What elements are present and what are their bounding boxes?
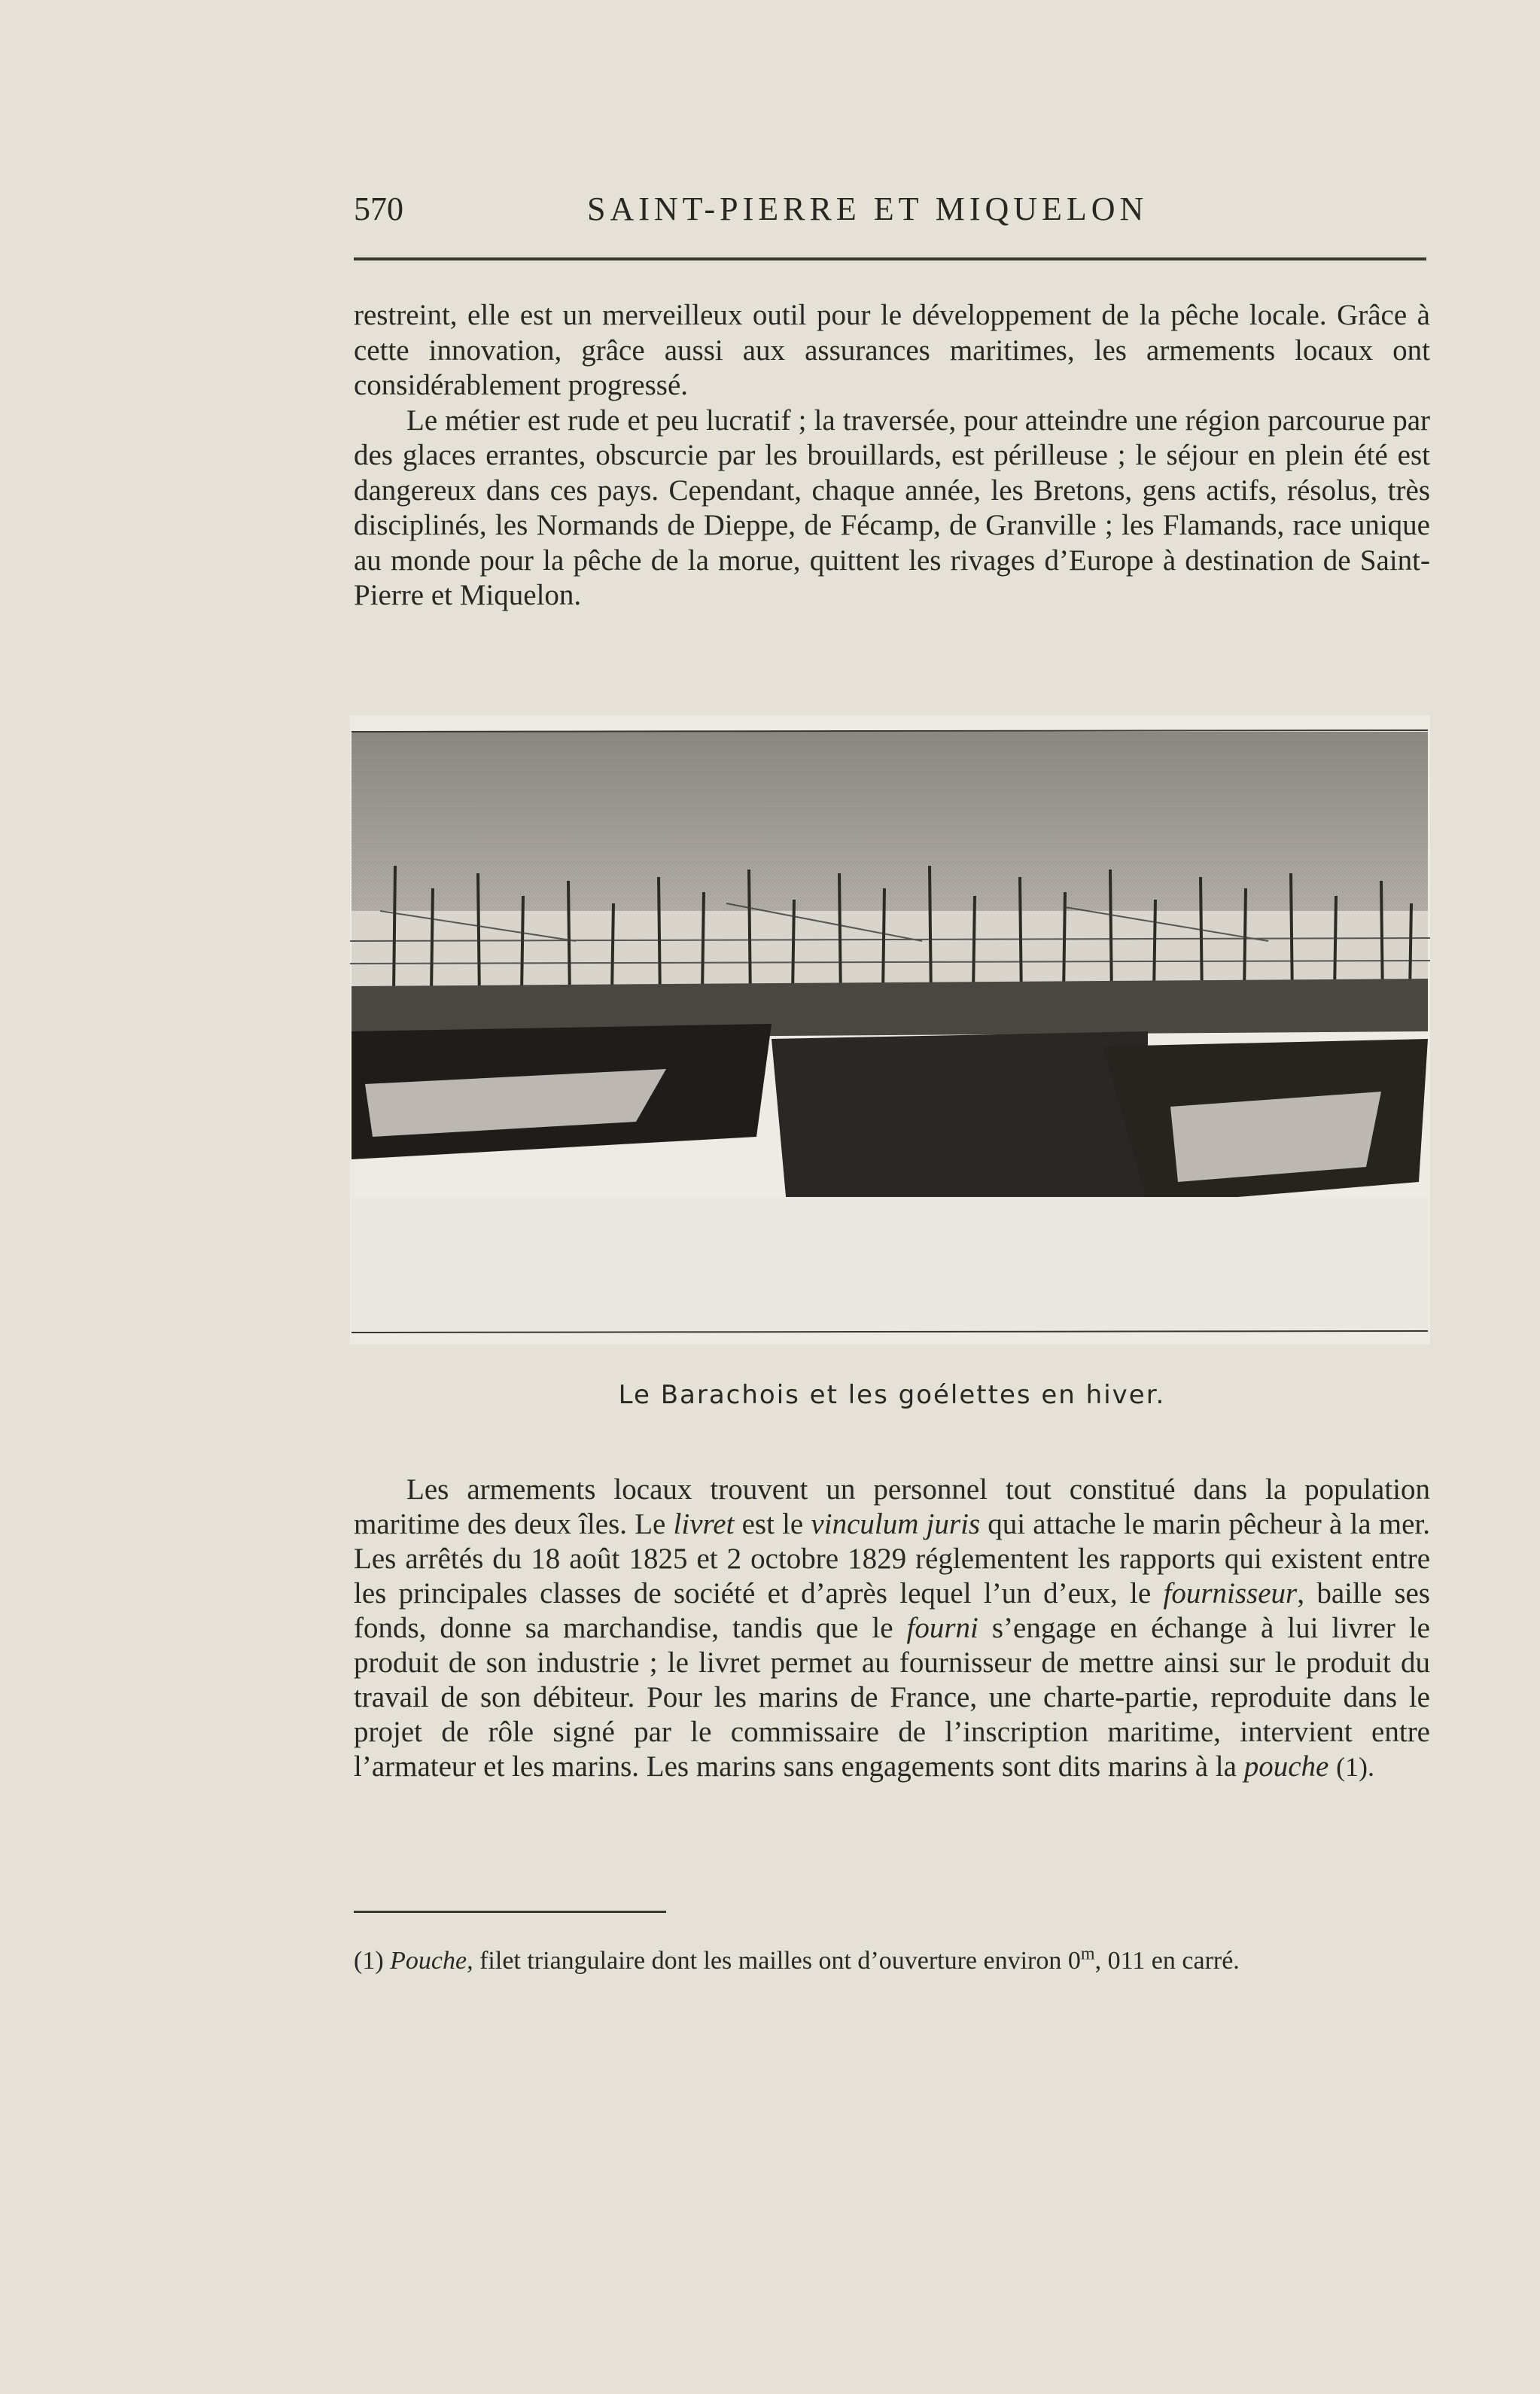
- bottom-text-block: [354, 1473, 1430, 1784]
- text-run: est le: [734, 1508, 811, 1540]
- footnote-rule: [354, 1911, 666, 1913]
- header-rule: [354, 257, 1426, 260]
- italic-term-fourni: fourni: [906, 1612, 978, 1644]
- running-title: SAINT-PIERRE ET MIQUELON: [587, 190, 1149, 227]
- footnote-term: Pouche,: [390, 1947, 473, 1975]
- italic-term-pouche: pouche: [1243, 1750, 1329, 1783]
- text-run: qui attache le marin pêcheur à la mer. Les arrêtés du 18 août 1825 et 2 octobre 1829 réglementent les rapports qui existent entre les principales classes de société et d’après lequel l’un d’eux, le: [354, 1508, 1431, 1610]
- paragraph-armements: [354, 1473, 1430, 1784]
- text-run: , baille ses fonds, donne sa marchandise, tandis que le: [354, 1577, 1430, 1644]
- italic-term-fournisseur: fournisseur: [1163, 1577, 1298, 1610]
- paragraph-metier: Le métier est rude et peu lucratif ; la traversée, pour atteindre une région parcourue par des glaces errantes, obscurcie par les brouillards, est périlleuse ; le séjour en plein été est dangereux dans ces pays. Cependant, chaque année, les Bretons, gens actifs, résolus, très disciplinés, les Normands de Dieppe, de Fécamp, de Granville ; les Flamands, race unique au monde pour la pêche de la morue, quittent les rivages d’Europe à destination de Saint-Pierre et Miquelon.: [354, 404, 1430, 611]
- text-run: s’engage en échange à lui livrer le produit de son industrie ; le livret permet au fournisseur de mettre ainsi sur le produit du travail de son débiteur. Pour les marins de France, une charte-partie, reproduite dans le projet de rôle signé par le commissaire de l’inscription maritime, intervient entre l’armateur et les marins. Les marins sans engagements sont dits marins à la: [354, 1612, 1430, 1783]
- page-number: 570: [354, 190, 403, 227]
- photo-plate-barachois: [350, 715, 1430, 1345]
- footnote: [354, 1944, 1430, 1978]
- footnote-reference: (1).: [1336, 1752, 1375, 1782]
- paragraph-continuation: restreint, elle est un merveilleux outil pour le développement de la pêche locale. Grâce à cette innovation, grâce aussi aux assurances maritimes, les armements locaux ont considérablement progressé.: [354, 299, 1430, 401]
- unit-superscript: m: [1080, 1944, 1095, 1964]
- top-text-block: [354, 298, 1430, 614]
- text-run: , 011 en carré.: [1094, 1947, 1240, 1975]
- figure-caption: Le Barachois et les goélettes en hiver.: [618, 1380, 1166, 1410]
- italic-term-vinculum: vinculum juris: [811, 1508, 981, 1540]
- page-header: [354, 190, 1430, 235]
- schooners-in-winter-photo: [350, 715, 1430, 1345]
- italic-term-livret: livret: [673, 1508, 735, 1540]
- text-run: Les armements locaux trouvent un personnel tout constitué dans la population maritime des deux îles. Le: [354, 1473, 1430, 1540]
- footnote-marker: (1): [354, 1947, 384, 1975]
- footnote-text: [354, 1944, 1430, 1978]
- text-run: filet triangulaire dont les mailles ont d’ouverture environ 0: [473, 1947, 1081, 1975]
